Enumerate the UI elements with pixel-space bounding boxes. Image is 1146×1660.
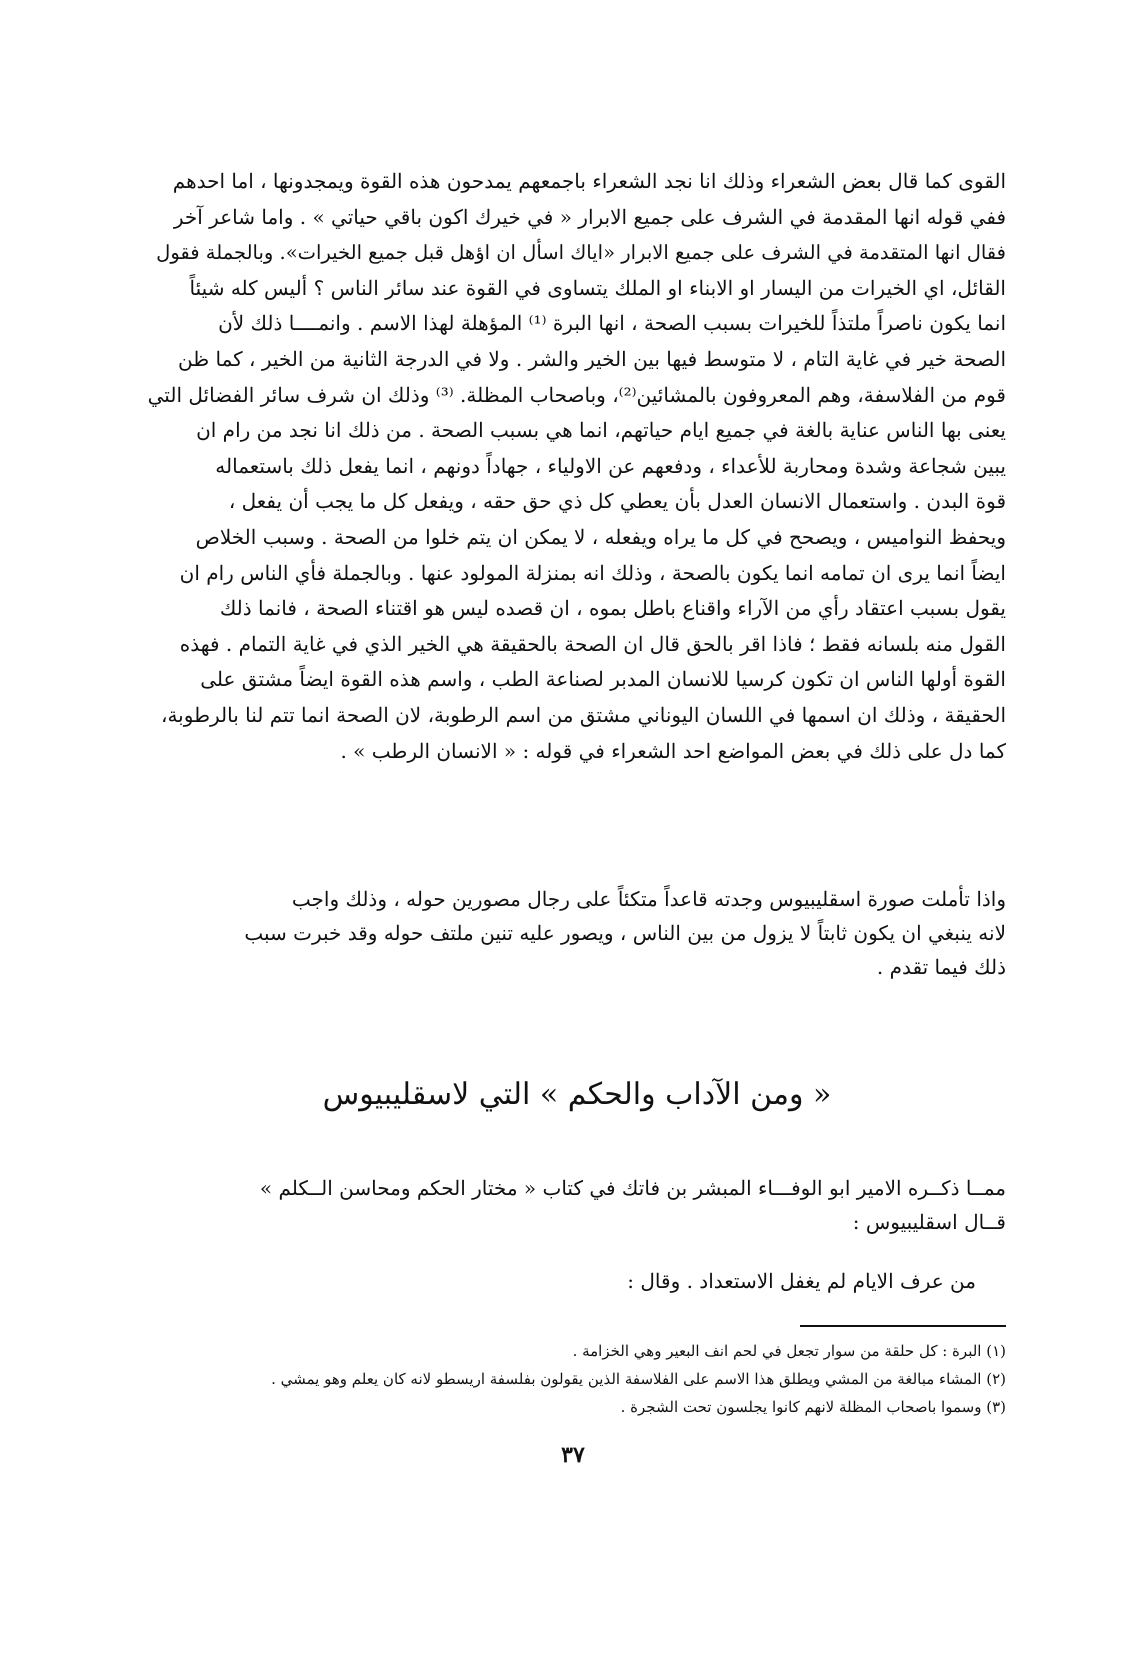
- text-line: يقول بسبب اعتقاد رأي من الآراء واقناع باطل بموه ، ان قصده ليس هو اقتناء الصحة ، فانما ذلك: [219, 596, 1006, 621]
- text-line: ويحفظ النواميس ، ويصحح في كل ما يراه ويفعله ، لا يمكن ان يتم خلوا من الصحة . وسبب الخلاص: [195, 524, 1006, 549]
- text-line: القوى كما قال بعض الشعراء وذلك انا نجد الشعراء باجمعهم يمدحون هذه القوة ويمجدونها ، اما احدهم: [172, 169, 1006, 193]
- footnote-1: (١) البرة : كل حلقة من سوار تجعل في لحم انف البعير وهي الخزامة .: [572, 1342, 1006, 1360]
- footnote-divider: [800, 1325, 1006, 1327]
- paragraph-source: [148, 1171, 1006, 1239]
- section-heading: « ومن الآداب والحكم » التي لاسقليبيوس: [322, 1077, 832, 1112]
- text-line: لانه ينبغي ان يكون ثابتاً لا يزول من بين الناس ، ويصور عليه تنين ملتف حوله وقد خبرت سبب: [244, 921, 1006, 945]
- text-line: كما دل على ذلك في بعض المواضع احد الشعراء في قوله : « الانسان الرطب » .: [340, 738, 1006, 763]
- text-line: القول منه بلسانه فقط ؛ فاذا اقر بالحق قال ان الصحة بالحقيقة هي الخير الذي في غاية التمام . فهذه: [179, 631, 1006, 656]
- footnote-2: (٢) المشاء مبالغة من المشي ويطلق هذا الاسم على الفلاسفة الذين يقولون بفلسفة اريسطو لانه كان يعلم وهو يمشي .: [271, 1370, 1006, 1388]
- text-line: القائل، اي الخيرات من اليسار او الابناء او الملك يتساوى في القوة عند سائر الناس ؟ أليس كله شيئاً: [189, 275, 1006, 300]
- text-line: الصحة خير في غاية التام ، لا متوسط فيها بين الخير والشر . ولا في الدرجة الثانية من الخير ، كما ظن: [177, 346, 1006, 371]
- footnotes: [148, 1337, 1006, 1421]
- text-line: قوة البدن . واستعمال الانسان العدل بأن يعطي كل ذي حق حقه ، ويفعل كل ما يجب أن يفعل ،: [228, 489, 1006, 514]
- text-line: يبين شجاعة وشدة ومحاربة للأعداء ، ودفعهم عن الاولياء ، جهاداً دونهم ، انما يفعل ذلك باستعماله: [215, 453, 1006, 478]
- text-line: القوة أولها الناس ان تكون كرسيا للانسان المدبر لصناعة الطب ، واسم هذه القوة ايضاً مشتق على: [200, 667, 1006, 692]
- text-line: ففي قوله انها المقدمة في الشرف على جميع الابرار « في خيرك اكون باقي حياتي » . واما شاعر آخر: [173, 204, 1006, 229]
- text-line: قــال اسقليبيوس :: [852, 1210, 1006, 1234]
- text-line: فقال انها المتقدمة في الشرف على جميع الابرار «اياك اسأل ان اؤهل قبل جميع الخيرات». وبالجملة فقول: [156, 241, 1006, 265]
- page-number: ٣٧: [561, 1442, 585, 1468]
- text-line: واذا تأملت صورة اسقليبيوس وجدته قاعداً متكئاً على رجال مصورين حوله ، وذلك واجب: [291, 887, 1006, 911]
- text-line: قوم من الفلاسفة، وهم المعروفون بالمشائين⁽²⁾، وباصحاب المظلة. ⁽³⁾ وذلك ان شرف سائر الفضائل التي: [148, 382, 1006, 407]
- footnote-3: (٣) وسموا باصحاب المظلة لانهم كانوا يجلسون تحت الشجرة .: [620, 1398, 1006, 1416]
- text-line: ذلك فيما تقدم .: [876, 955, 1006, 979]
- text-line: يعنى بها الناس عناية بالغة في جميع ايام حياتهم، انما هي بسبب الصحة . من ذلك انا نجد من رام ان: [196, 418, 1006, 443]
- text-line: انما يكون ناصراً ملتذاً للخيرات بسبب الصحة ، انها البرة ⁽¹⁾ المؤهلة لهذا الاسم . وانمــــا ذلك لأن: [218, 311, 1006, 336]
- text-line: الحقيقة ، وذلك ان اسمها في اللسان اليوناني مشتق من اسم الرطوبة، لان الصحة انما تتم لنا بالرطوبة،: [161, 702, 1006, 727]
- text-line: ممــا ذكــره الامير ابو الوفـــاء المبشر بن فاتك في كتاب « مختار الحكم ومحاسن الــكلم »: [259, 1176, 1006, 1200]
- paragraph-main: [148, 164, 1006, 769]
- quote-line: من عرف الايام لم يغفل الاستعداد . وقال :: [627, 1269, 976, 1293]
- text-line: ايضاً انما يرى ان تمامه انما يكون بالصحة ، وذلك انه بمنزلة المولود عنها . وبالجملة فأي الناس رام ان: [179, 560, 1006, 585]
- paragraph-asclepius-statue: [148, 882, 1006, 984]
